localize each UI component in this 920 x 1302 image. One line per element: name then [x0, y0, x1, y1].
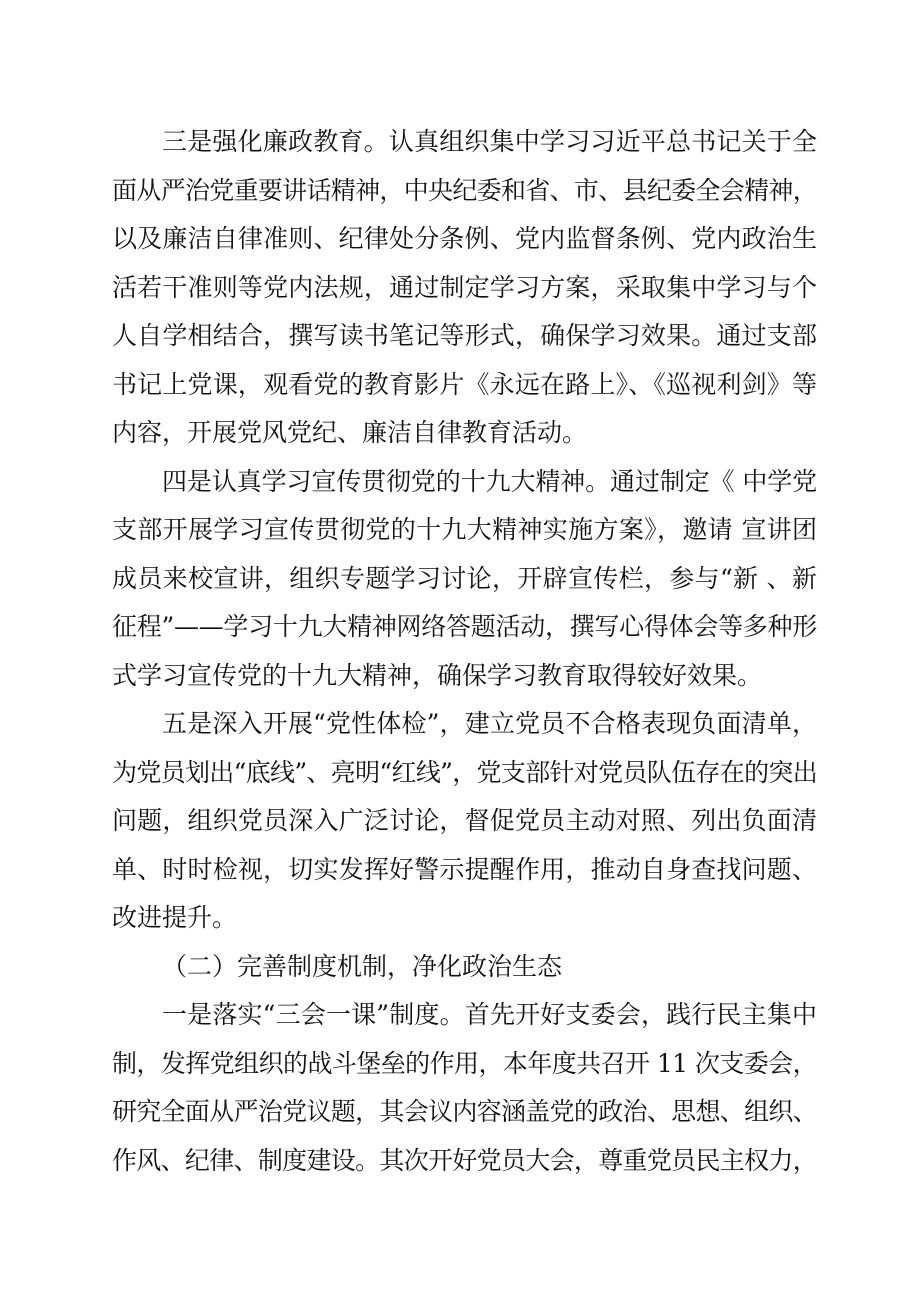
paragraph-line: 作风、纪律、制度建设。其次开好党员大会，尊重党员民主权力， — [112, 1145, 817, 1175]
paragraph-line: 式学习宣传党的十九大精神，确保学习教育取得较好效果。 — [112, 660, 763, 690]
paragraph-line: 人自学相结合，撰写读书笔记等形式，确保学习效果。通过支部 — [112, 321, 817, 350]
paragraph-line: 改进提升。 — [112, 903, 238, 932]
paragraph-line: 支部开展学习宣传贯彻党的十九大精神实施方案》，邀请 宣讲团 — [112, 515, 817, 544]
paragraph-line: 为党员划出“底线”、亮明“红线”，党支部针对党员队伍存在的突出 — [112, 757, 817, 787]
paragraph-line: 五是深入开展“党性体检”，建立党员不合格表现负面清单， — [162, 709, 817, 738]
paragraph-line: 内容，开展党风党纪、廉洁自律教育活动。 — [112, 418, 588, 447]
paragraph-line: 成员来校宣讲，组织专题学习讨论，开辟宣传栏，参与“新 、新 — [112, 563, 817, 593]
paragraph-line: 活若干准则等党内法规，通过制定学习方案，采取集中学习与个 — [112, 272, 817, 302]
document-body — [112, 118, 817, 1185]
paragraph-line: 书记上党课，观看党的教育影片《永远在路上》、《巡视利剑》等 — [112, 369, 817, 399]
section-heading: （二）完善制度机制，净化政治生态 — [162, 951, 563, 981]
paragraph-line: 以及廉洁自律准则、纪律处分条例、党内监督条例、党内政治生 — [112, 224, 817, 253]
paragraph-line: 单、时时检视，切实发挥好警示提醒作用，推动自身查找问题、 — [112, 854, 817, 884]
paragraph-line: 制，发挥党组织的战斗堡垒的作用，本年度共召开 11 次支委会， — [112, 1048, 817, 1078]
paragraph-line: 问题，组织党员深入广泛讨论，督促党员主动对照、列出负面清 — [112, 806, 817, 835]
paragraph-line: 研究全面从严治党议题，其会议内容涵盖党的政治、思想、组织、 — [112, 1097, 817, 1126]
paragraph-line: 面从严治党重要讲话精神，中央纪委和省、市、县纪委全会精神， — [112, 175, 817, 205]
paragraph-line: 四是认真学习宣传贯彻党的十九大精神。通过制定《 中学党 — [162, 466, 817, 496]
paragraph-line: 三是强化廉政教育。认真组织集中学习习近平总书记关于全 — [162, 127, 817, 156]
paragraph-line: 一是落实“三会一课”制度。首先开好支委会，践行民主集中 — [162, 1000, 817, 1029]
paragraph-line: 征程”——学习十九大精神网络答题活动，撰写心得体会等多种形 — [112, 612, 817, 641]
